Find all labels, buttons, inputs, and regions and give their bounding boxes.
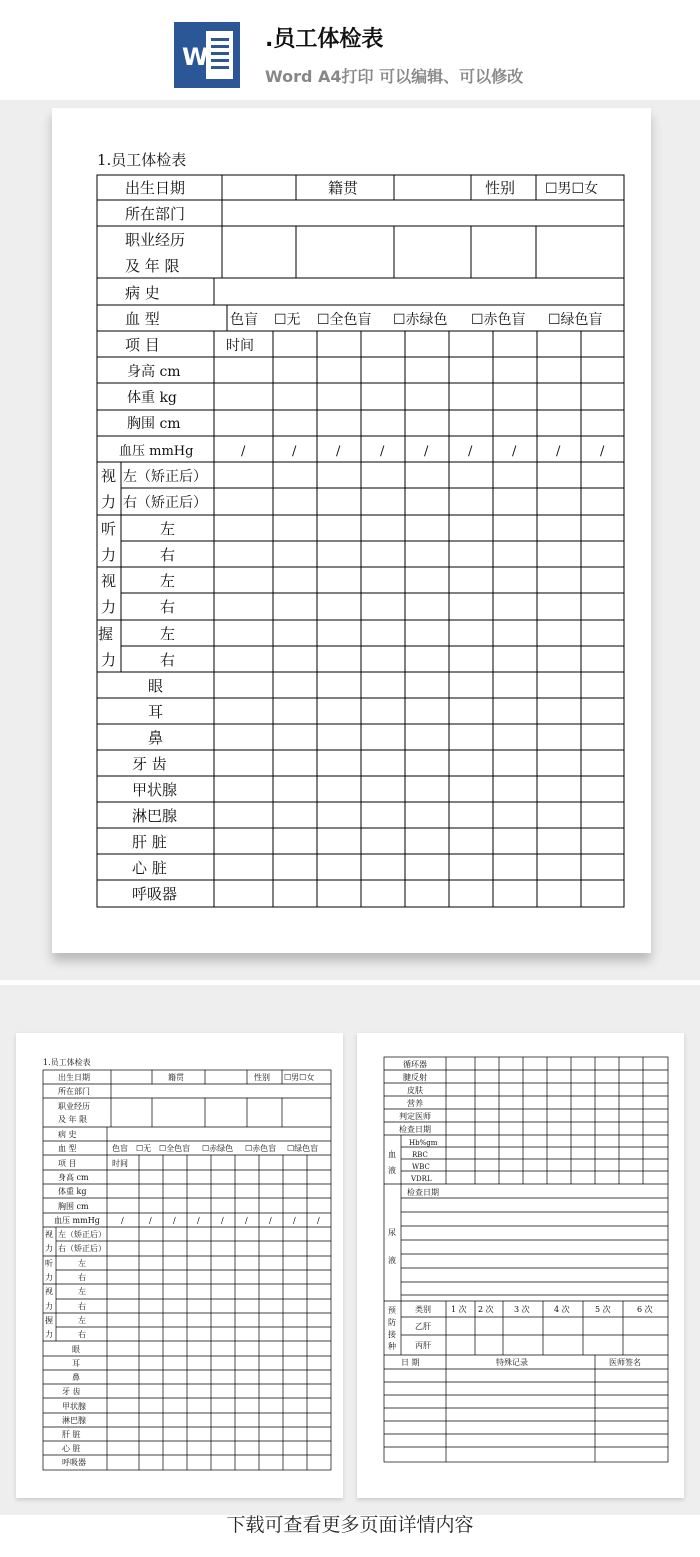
thumb-eye: 眼: [72, 1345, 80, 1354]
p2-vaccine-6: 6 次: [637, 1305, 653, 1314]
p2-urine-g1: 尿: [388, 1228, 396, 1237]
thumb-hearing-g1: 听: [45, 1259, 53, 1268]
thumb-eyesight-right: 右: [78, 1302, 86, 1311]
thumb-item: 项 目: [58, 1159, 77, 1168]
label-nose: 鼻: [148, 729, 164, 747]
bp-slash: /: [468, 444, 473, 459]
thumb-bp-slash: /: [293, 1216, 296, 1225]
eyesight-left: 左: [160, 572, 176, 590]
exam-form: [52, 108, 651, 953]
eyesight-right: 右: [160, 598, 176, 616]
thumb-bp-slash: /: [245, 1216, 248, 1225]
thumb-bp-slash: /: [121, 1216, 124, 1225]
p2-blood-g1: 血: [388, 1150, 396, 1159]
p2-vaccine-5: 5 次: [595, 1305, 611, 1314]
bp-slash: /: [380, 444, 385, 459]
p2-vaccine-1: 1 次: [451, 1305, 467, 1314]
p2-hb: Hb%gm: [409, 1139, 438, 1147]
thumb-colorblind: 色盲: [112, 1144, 128, 1153]
label-lymph: 淋巴腺: [132, 807, 178, 825]
label-history: 病 史: [125, 284, 160, 302]
thumb-bp: 血压 mmHg: [54, 1216, 100, 1225]
thumb-grip-g1: 握: [45, 1316, 53, 1325]
vision-group-1: 视: [101, 467, 117, 485]
bp-slash: /: [556, 444, 561, 459]
label-birth-date: 出生日期: [125, 179, 186, 197]
p2-wbc: WBC: [412, 1163, 430, 1171]
label-liver: 肝 脏: [132, 833, 167, 851]
p2-vaccine-2: 2 次: [478, 1305, 494, 1314]
document-subtitle: Word A4打印 可以编辑、可以修改: [265, 67, 524, 86]
p2-vaccine-g1: 预: [388, 1306, 396, 1315]
option-none[interactable]: ☐无: [274, 312, 301, 328]
thumb-bp-slash: /: [221, 1216, 224, 1225]
p2-hepatitis-c: 丙肝: [415, 1341, 431, 1350]
option-red-blind[interactable]: ☐赤色盲: [471, 312, 526, 328]
thumb-department: 所在部门: [58, 1087, 90, 1096]
thumb-bp-slash: /: [197, 1216, 200, 1225]
p2-circulation: 循环器: [403, 1060, 427, 1069]
p2-vaccine-g2: 防: [388, 1318, 396, 1327]
thumb-history: 病 史: [58, 1130, 77, 1139]
thumb-vision-right: 右（矫正后）: [58, 1244, 106, 1253]
label-chest: 胸围 cm: [127, 416, 181, 432]
page-2-thumbnail[interactable]: [357, 1033, 684, 1498]
bp-slash: /: [292, 444, 297, 459]
label-item: 项 目: [125, 336, 160, 354]
thumb-career-1: 职业经历: [58, 1102, 90, 1111]
document-page-preview[interactable]: [52, 108, 651, 953]
hearing-group-1: 听: [101, 520, 117, 538]
thumb-grip-left: 左: [78, 1316, 86, 1325]
p2-blood-g2: 液: [388, 1166, 396, 1175]
thumb-blood-type: 血 型: [58, 1144, 77, 1153]
option-red-green[interactable]: ☐赤绿色: [393, 312, 448, 328]
thumb-weight: 体重 kg: [58, 1187, 87, 1196]
thumb-hearing-left: 左: [78, 1259, 86, 1268]
label-blood-type: 血 型: [125, 310, 160, 328]
label-career-1: 职业经历: [125, 231, 186, 249]
p2-record-date: 日 期: [401, 1358, 420, 1367]
eyesight-group-1: 视: [101, 572, 117, 590]
colorblind-label: 色盲: [230, 312, 258, 328]
vision-right-corrected: 右（矫正后）: [123, 495, 207, 511]
p2-check-date: 检查日期: [399, 1125, 431, 1134]
p2-vaccine-g3: 接: [388, 1330, 396, 1339]
p2-rbc: RBC: [412, 1151, 428, 1159]
thumb-birth: 出生日期: [58, 1073, 90, 1082]
thumb-career-2: 及 年 限: [58, 1115, 88, 1124]
label-time: 时间: [226, 338, 254, 354]
label-career-2: 及 年 限: [125, 257, 180, 275]
p2-vaccine-3: 3 次: [514, 1305, 530, 1314]
thumb-vision-left: 左（矫正后）: [58, 1230, 106, 1239]
thumb-eyesight-left: 左: [78, 1287, 86, 1296]
thumb-title: 1.员工体检表: [43, 1058, 91, 1067]
thumb-lymph: 淋巴腺: [62, 1416, 86, 1425]
thumb-bp-slash: /: [269, 1216, 272, 1225]
label-respiratory: 呼吸器: [132, 885, 178, 903]
bp-slash: /: [600, 444, 605, 459]
thumb-bp-slash: /: [149, 1216, 152, 1225]
label-ear: 耳: [148, 703, 164, 721]
grip-group-1: 握: [98, 625, 114, 643]
label-height: 身高 cm: [127, 364, 181, 380]
document-title: .员工体检表: [265, 27, 384, 52]
eyesight-group-2: 力: [101, 598, 117, 616]
p2-judging-doctor: 判定医师: [399, 1112, 431, 1121]
vision-left-corrected: 左（矫正后）: [123, 469, 207, 485]
thumb-grip-right: 右: [78, 1330, 86, 1339]
thumb-opt-total: ☐全色盲: [159, 1144, 191, 1153]
bp-slash: /: [424, 444, 429, 459]
p2-skin: 皮肤: [407, 1086, 423, 1095]
p2-urine-g2: 液: [388, 1256, 396, 1265]
p2-vaccine-4: 4 次: [554, 1305, 570, 1314]
p2-doctor-signature: 医师签名: [609, 1358, 641, 1367]
word-icon-letter: W: [182, 43, 209, 71]
label-department: 所在部门: [125, 205, 186, 223]
download-more-link[interactable]: 下载可查看更多页面详情内容: [226, 1514, 474, 1536]
p2-vaccine-type: 类别: [415, 1305, 431, 1314]
thumb-2-form: [357, 1033, 684, 1498]
thumb-origin: 籍贯: [168, 1073, 184, 1082]
label-teeth: 牙 齿: [132, 755, 167, 773]
thumb-ear: 耳: [72, 1359, 80, 1368]
vision-group-2: 力: [101, 493, 117, 511]
label-heart: 心 脏: [132, 859, 167, 877]
p2-vdrl: VDRL: [411, 1175, 432, 1183]
thumb-vision-g2: 力: [45, 1244, 53, 1253]
thumb-opt-green: ☐绿色盲: [287, 1144, 319, 1153]
thumb-bp-slash: /: [317, 1216, 320, 1225]
thumb-eyesight-g2: 力: [45, 1302, 53, 1311]
gender-checkboxes[interactable]: ☐男☐女: [545, 181, 599, 197]
thumb-vision-g1: 视: [45, 1230, 53, 1239]
thumb-grip-g2: 力: [45, 1330, 53, 1339]
bp-slashes: [241, 444, 605, 459]
thumb-hearing-right: 右: [78, 1273, 86, 1282]
thumb-bp-slash: /: [173, 1216, 176, 1225]
thumb-hearing-g2: 力: [45, 1273, 53, 1282]
option-total-colorblind[interactable]: ☐全色盲: [317, 312, 372, 328]
p2-urine-date: 检查日期: [407, 1188, 439, 1197]
thumb-liver: 肝 脏: [62, 1430, 81, 1439]
p2-hepatitis-b: 乙肝: [415, 1322, 431, 1331]
thumb-opt-red: ☐赤色盲: [245, 1144, 277, 1153]
p2-vaccine-g4: 种: [388, 1342, 396, 1351]
thumb-1-form: [16, 1033, 343, 1498]
thumb-thyroid: 甲状腺: [62, 1402, 86, 1411]
preview-header: [0, 0, 700, 100]
thumb-gender-options: ☐男☐女: [284, 1073, 315, 1082]
thumb-height: 身高 cm: [58, 1173, 89, 1182]
p2-nutrition: 营养: [407, 1099, 423, 1108]
form-title: 1.员工体检表: [97, 151, 187, 169]
thumb-respiratory: 呼吸器: [62, 1458, 86, 1467]
hearing-right: 右: [160, 546, 176, 564]
p2-special-record: 特殊记录: [496, 1358, 528, 1367]
thumb-opt-none: ☐无: [136, 1144, 152, 1153]
page-1-thumbnail[interactable]: [16, 1033, 343, 1498]
grip-group-2: 力: [101, 651, 117, 669]
thumb-gender: 性别: [254, 1073, 270, 1082]
thumb-chest: 胸围 cm: [58, 1202, 89, 1211]
hearing-left: 左: [160, 520, 176, 538]
thumb-eyesight-g1: 视: [45, 1287, 53, 1296]
label-thyroid: 甲状腺: [132, 781, 178, 799]
bp-slash: /: [241, 444, 246, 459]
label-weight: 体重 kg: [127, 390, 177, 406]
label-gender: 性别: [485, 179, 516, 197]
bp-slash: /: [512, 444, 517, 459]
grip-right: 右: [160, 651, 176, 669]
thumb-nose: 鼻: [72, 1373, 80, 1382]
thumb-teeth: 牙 齿: [62, 1387, 81, 1396]
word-document-icon: [174, 22, 240, 88]
p2-reflex: 腱反射: [403, 1073, 427, 1082]
thumb-heart: 心 脏: [62, 1444, 81, 1453]
option-green-blind[interactable]: ☐绿色盲: [548, 312, 603, 328]
thumb-time: 时间: [112, 1159, 128, 1168]
label-eye: 眼: [148, 677, 164, 695]
thumb-opt-redgreen: ☐赤绿色: [202, 1144, 234, 1153]
label-origin: 籍贯: [328, 179, 359, 197]
bp-slash: /: [336, 444, 341, 459]
grip-left: 左: [160, 625, 176, 643]
label-blood-pressure: 血压 mmHg: [119, 444, 194, 459]
hearing-group-2: 力: [101, 546, 117, 564]
